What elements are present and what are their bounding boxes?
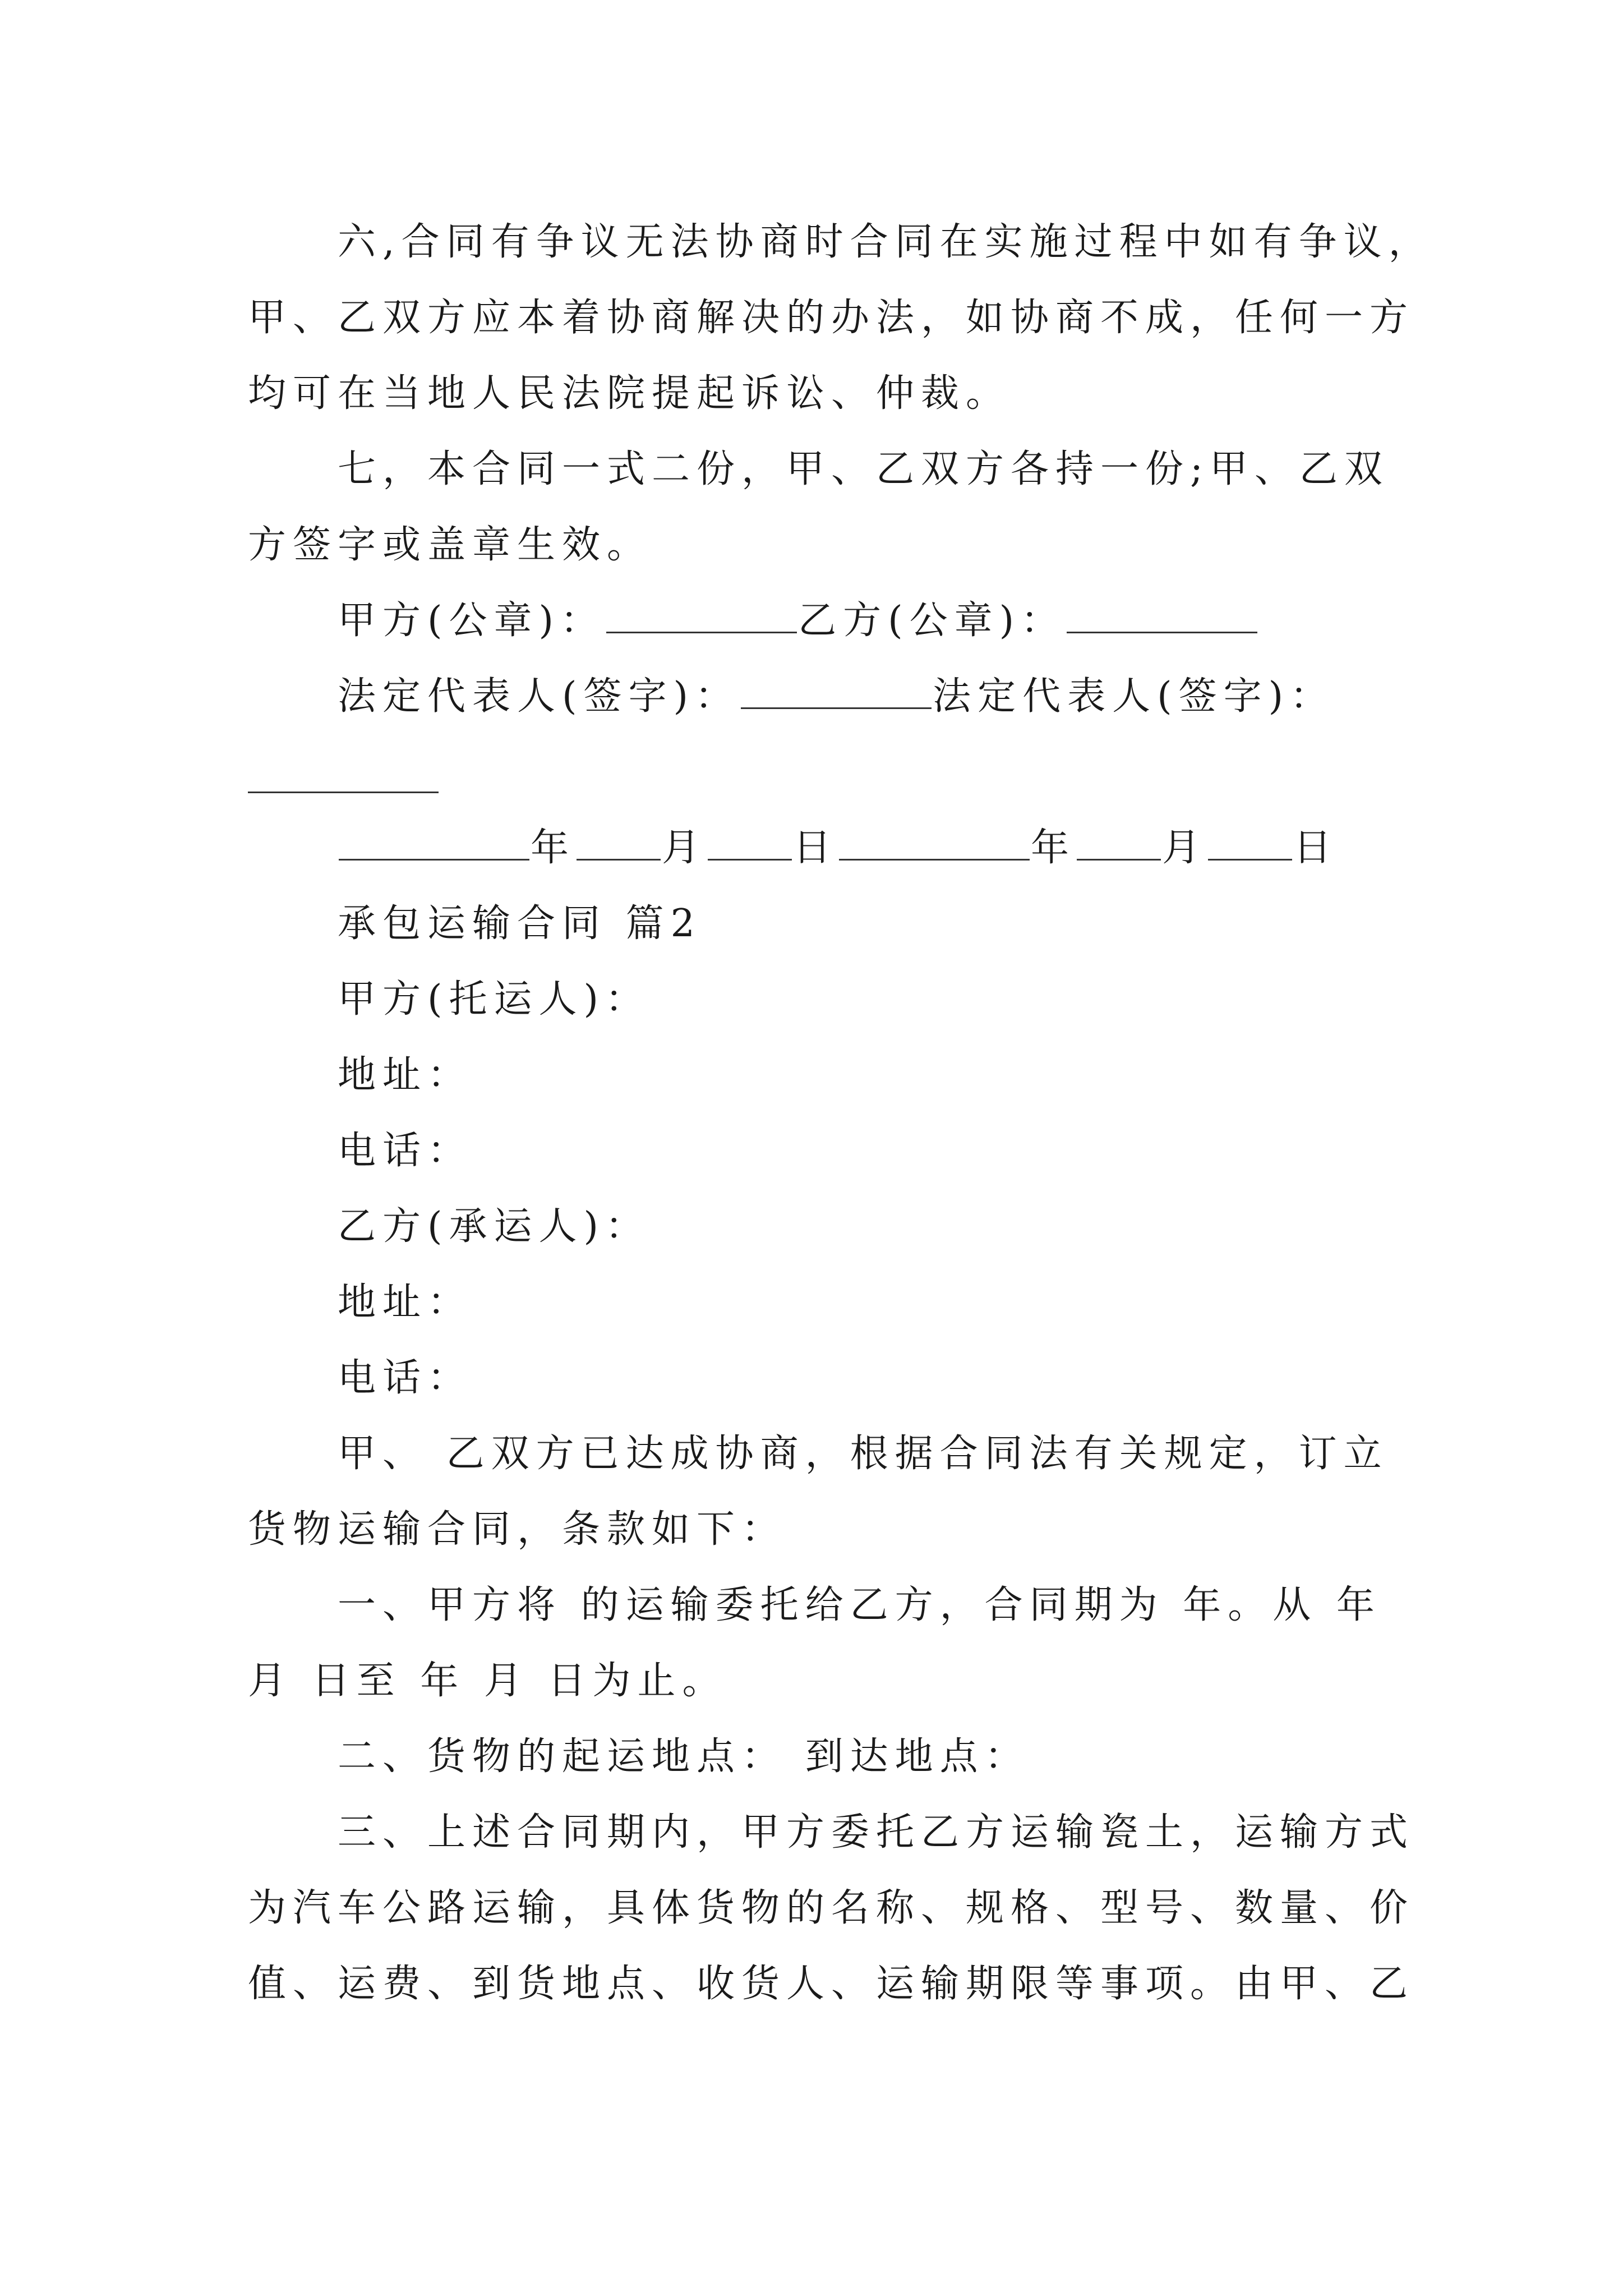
date-b-month-blank [1077,830,1161,861]
legal-rep-b-blank [248,791,439,793]
legal-rep-a-blank [741,678,932,709]
clause-6-line-3: 均可在当地人民法院提起诉讼、仲裁。 [248,371,1011,416]
seal-line [338,599,1258,643]
term-1-line-2: 月 日至 年 月 日为止。 [248,1659,727,1703]
party-b-phone: 电话： [338,1356,473,1400]
legal-rep-a-label: 法定代表人(签字)： [338,674,740,719]
date-b-year-blank [839,830,1030,861]
term-2: 二、货物的起运地点： 到达地点： [338,1734,1030,1779]
clause-7-line-1: 七，本合同一式二份，甲、乙双方各持一份;甲、乙双 [338,447,1389,491]
date-b-year-label: 年 [1031,826,1076,870]
party-b-carrier: 乙方(承运人)： [338,1204,651,1249]
term-1-line-1: 一、甲方将 的运输委托给乙方，合同期为 年。从 年 [338,1583,1381,1627]
clause-6-line-1: 六,合同有争议无法协商时合同在实施过程中如有争议， [338,220,1433,264]
party-b-address: 地址： [338,1280,473,1324]
term-3-line-2: 为汽车公路运输，具体货物的名称、规格、型号、数量、价 [248,1886,1415,1930]
legal-rep-b-label: 法定代表人(签字)： [933,674,1335,719]
party-a-shipper: 甲方(托运人)： [338,977,651,1022]
date-a-day-label: 日 [793,826,838,870]
date-a-year-blank [339,830,529,861]
clause-7-line-2: 方签字或盖章生效。 [248,523,652,567]
intro-line-2: 货物运输合同，条款如下： [248,1507,787,1552]
date-b-day-label: 日 [1293,826,1339,870]
party-a-seal-label: 甲方(公章)： [338,599,606,643]
date-a-month-blank [577,830,661,861]
clause-6-line-2: 甲、乙双方应本着协商解决的办法，如协商不成，任何一方 [248,296,1415,340]
legal-rep-line [338,674,1335,719]
date-a-month-label: 月 [662,826,707,870]
intro-line-1: 甲、 乙双方已达成协商，根据合同法有关规定，订立 [338,1432,1389,1476]
date-b-day-blank [1208,830,1292,861]
party-b-seal-label: 乙方(公章)： [798,599,1066,643]
party-a-phone: 电话： [338,1129,473,1173]
date-line [338,826,1339,870]
party-a-seal-blank [606,602,797,633]
date-a-year-label: 年 [531,826,576,870]
date-b-month-label: 月 [1162,826,1207,870]
date-a-day-blank [708,830,792,861]
term-3-line-3: 值、运费、到货地点、收货人、运输期限等事项。由甲、乙 [248,1962,1415,2006]
term-3-line-1: 三、上述合同期内，甲方委托乙方运输瓷土，运输方式 [338,1810,1415,1855]
party-b-seal-blank [1067,602,1257,633]
party-a-address: 地址： [338,1053,473,1097]
contract-2-title: 承包运输合同 篇2 [338,901,702,946]
